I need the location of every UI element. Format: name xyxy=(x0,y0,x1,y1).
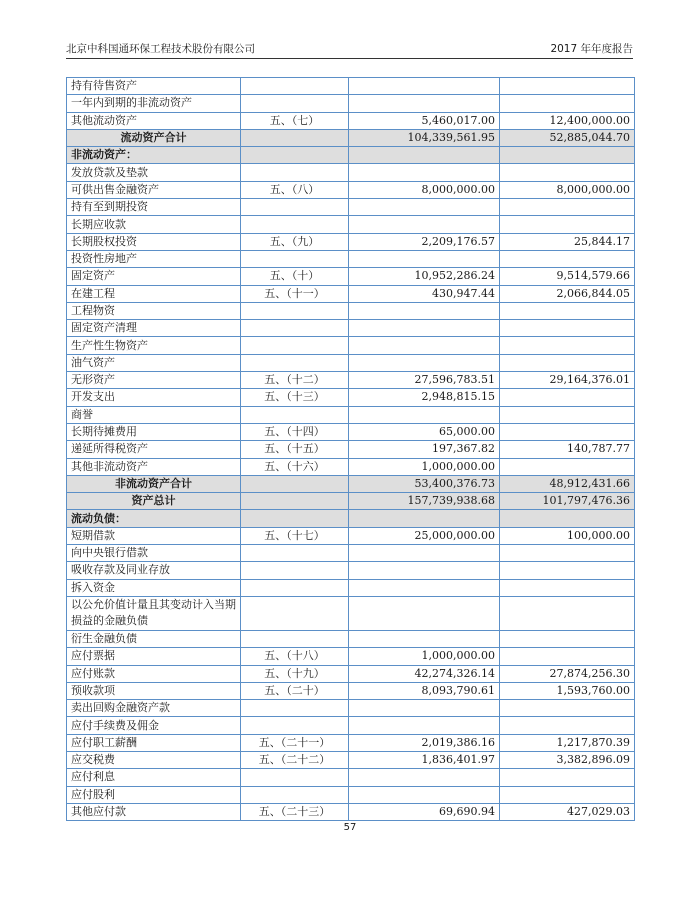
row-label: 应付职工薪酬 xyxy=(67,734,241,751)
table-row xyxy=(67,147,635,164)
row-label: 流动资产合计 xyxy=(67,129,241,146)
row-current-amount: 8,093,790.61 xyxy=(349,682,500,699)
row-previous-amount xyxy=(500,164,635,181)
row-label: 非流动资产： xyxy=(67,147,241,164)
row-previous-amount xyxy=(500,579,635,596)
row-label: 应付账款 xyxy=(67,665,241,682)
row-label: 无形资产 xyxy=(67,372,241,389)
row-label: 卖出回购金融资产款 xyxy=(67,700,241,717)
row-note: 五、（十五） xyxy=(241,441,349,458)
table-row xyxy=(67,95,635,112)
row-current-amount xyxy=(349,354,500,371)
row-current-amount: 1,836,401.97 xyxy=(349,751,500,768)
row-previous-amount xyxy=(500,630,635,647)
table-row xyxy=(67,389,635,406)
table-row xyxy=(67,216,635,233)
row-previous-amount xyxy=(500,302,635,319)
row-current-amount xyxy=(349,786,500,803)
row-current-amount xyxy=(349,337,500,354)
row-note xyxy=(241,545,349,562)
row-label: 其他应付款 xyxy=(67,803,241,820)
row-previous-amount xyxy=(500,458,635,475)
row-note xyxy=(241,769,349,786)
row-current-amount: 1,000,000.00 xyxy=(349,458,500,475)
row-previous-amount xyxy=(500,700,635,717)
row-note xyxy=(241,475,349,492)
table-row xyxy=(67,129,635,146)
row-current-amount: 5,460,017.00 xyxy=(349,112,500,129)
row-label: 持有待售资产 xyxy=(67,78,241,95)
row-current-amount xyxy=(349,769,500,786)
row-label: 向中央银行借款 xyxy=(67,545,241,562)
table-row xyxy=(67,233,635,250)
row-current-amount xyxy=(349,545,500,562)
row-note: 五、（十九） xyxy=(241,665,349,682)
row-note: 五、（二十三） xyxy=(241,803,349,820)
row-current-amount: 65,000.00 xyxy=(349,423,500,440)
row-note: 五、（十一） xyxy=(241,285,349,302)
table-row xyxy=(67,648,635,665)
table-row xyxy=(67,545,635,562)
row-note: 五、（九） xyxy=(241,233,349,250)
row-note: 五、（十四） xyxy=(241,423,349,440)
row-label: 其他非流动资产 xyxy=(67,458,241,475)
row-note xyxy=(241,596,349,630)
row-note xyxy=(241,493,349,510)
row-note: 五、（八） xyxy=(241,181,349,198)
table-row xyxy=(67,458,635,475)
row-current-amount: 10,952,286.24 xyxy=(349,268,500,285)
row-note xyxy=(241,579,349,596)
table-row xyxy=(67,630,635,647)
row-previous-amount xyxy=(500,354,635,371)
table-row xyxy=(67,268,635,285)
table-row xyxy=(67,734,635,751)
row-current-amount: 157,739,938.68 xyxy=(349,493,500,510)
row-label: 应付利息 xyxy=(67,769,241,786)
row-note xyxy=(241,320,349,337)
row-previous-amount: 9,514,579.66 xyxy=(500,268,635,285)
row-note xyxy=(241,510,349,527)
table-row xyxy=(67,441,635,458)
row-current-amount: 104,339,561.95 xyxy=(349,129,500,146)
row-previous-amount: 52,885,044.70 xyxy=(500,129,635,146)
row-current-amount: 25,000,000.00 xyxy=(349,527,500,544)
row-previous-amount: 29,164,376.01 xyxy=(500,372,635,389)
row-label: 固定资产 xyxy=(67,268,241,285)
row-current-amount xyxy=(349,700,500,717)
row-previous-amount: 12,400,000.00 xyxy=(500,112,635,129)
table-row xyxy=(67,717,635,734)
row-current-amount xyxy=(349,562,500,579)
row-label: 长期待摊费用 xyxy=(67,423,241,440)
row-previous-amount xyxy=(500,510,635,527)
table-row xyxy=(67,337,635,354)
row-note xyxy=(241,164,349,181)
row-current-amount: 53,400,376.73 xyxy=(349,475,500,492)
row-note xyxy=(241,250,349,267)
row-current-amount xyxy=(349,510,500,527)
row-current-amount xyxy=(349,199,500,216)
row-current-amount: 2,209,176.57 xyxy=(349,233,500,250)
row-previous-amount xyxy=(500,562,635,579)
row-label: 应付股利 xyxy=(67,786,241,803)
page-header xyxy=(66,38,633,59)
row-previous-amount xyxy=(500,406,635,423)
row-note xyxy=(241,199,349,216)
row-label: 应交税费 xyxy=(67,751,241,768)
row-note: 五、（十六） xyxy=(241,458,349,475)
table-row xyxy=(67,354,635,371)
row-previous-amount: 1,217,870.39 xyxy=(500,734,635,751)
row-current-amount xyxy=(349,302,500,319)
row-previous-amount xyxy=(500,545,635,562)
row-note: 五、（二十） xyxy=(241,682,349,699)
row-previous-amount xyxy=(500,250,635,267)
row-note xyxy=(241,78,349,95)
table-row xyxy=(67,423,635,440)
row-current-amount xyxy=(349,630,500,647)
row-note xyxy=(241,562,349,579)
row-current-amount: 42,274,326.14 xyxy=(349,665,500,682)
row-previous-amount: 101,797,476.36 xyxy=(500,493,635,510)
table-row xyxy=(67,372,635,389)
row-previous-amount: 8,000,000.00 xyxy=(500,181,635,198)
row-previous-amount xyxy=(500,199,635,216)
row-label: 油气资产 xyxy=(67,354,241,371)
row-previous-amount: 27,874,256.30 xyxy=(500,665,635,682)
row-current-amount xyxy=(349,320,500,337)
row-current-amount: 2,948,815.15 xyxy=(349,389,500,406)
table-row xyxy=(67,786,635,803)
row-label: 发放贷款及垫款 xyxy=(67,164,241,181)
row-current-amount xyxy=(349,95,500,112)
table-row xyxy=(67,181,635,198)
row-current-amount xyxy=(349,250,500,267)
row-current-amount: 8,000,000.00 xyxy=(349,181,500,198)
table-row xyxy=(67,510,635,527)
table-row xyxy=(67,493,635,510)
row-note: 五、（十三） xyxy=(241,389,349,406)
row-previous-amount xyxy=(500,423,635,440)
row-label: 应付票据 xyxy=(67,648,241,665)
row-label: 非流动资产合计 xyxy=(67,475,241,492)
table-row xyxy=(67,579,635,596)
table-row xyxy=(67,682,635,699)
row-previous-amount xyxy=(500,320,635,337)
row-note xyxy=(241,95,349,112)
row-current-amount xyxy=(349,78,500,95)
table-row xyxy=(67,769,635,786)
row-note xyxy=(241,406,349,423)
table-row xyxy=(67,78,635,95)
row-label: 拆入资金 xyxy=(67,579,241,596)
row-label: 商誉 xyxy=(67,406,241,423)
row-note: 五、（二十一） xyxy=(241,734,349,751)
row-current-amount xyxy=(349,164,500,181)
row-note xyxy=(241,129,349,146)
company-name: 北京中科国通环保工程技术股份有限公司 xyxy=(66,43,255,55)
balance-sheet-table xyxy=(66,77,635,821)
table-row xyxy=(67,320,635,337)
row-note xyxy=(241,337,349,354)
row-previous-amount xyxy=(500,95,635,112)
table-row xyxy=(67,250,635,267)
row-previous-amount xyxy=(500,769,635,786)
row-note xyxy=(241,302,349,319)
row-previous-amount: 140,787.77 xyxy=(500,441,635,458)
row-current-amount xyxy=(349,717,500,734)
row-note xyxy=(241,147,349,164)
row-current-amount xyxy=(349,596,500,630)
row-previous-amount xyxy=(500,648,635,665)
row-label: 生产性生物资产 xyxy=(67,337,241,354)
row-previous-amount xyxy=(500,717,635,734)
table-row xyxy=(67,803,635,820)
row-label: 工程物资 xyxy=(67,302,241,319)
table-row xyxy=(67,112,635,129)
row-note: 五、（十） xyxy=(241,268,349,285)
table-row xyxy=(67,562,635,579)
table-row xyxy=(67,700,635,717)
row-note xyxy=(241,700,349,717)
table-row xyxy=(67,596,635,630)
row-previous-amount xyxy=(500,78,635,95)
table-row xyxy=(67,302,635,319)
row-note: 五、（十二） xyxy=(241,372,349,389)
row-label: 在建工程 xyxy=(67,285,241,302)
table-row xyxy=(67,285,635,302)
row-label: 流动负债： xyxy=(67,510,241,527)
row-previous-amount xyxy=(500,596,635,630)
row-previous-amount: 100,000.00 xyxy=(500,527,635,544)
table-row xyxy=(67,751,635,768)
row-current-amount xyxy=(349,406,500,423)
row-label: 应付手续费及佣金 xyxy=(67,717,241,734)
row-previous-amount xyxy=(500,786,635,803)
row-label: 短期借款 xyxy=(67,527,241,544)
row-label: 一年内到期的非流动资产 xyxy=(67,95,241,112)
row-previous-amount: 3,382,896.09 xyxy=(500,751,635,768)
row-note xyxy=(241,630,349,647)
row-previous-amount: 2,066,844.05 xyxy=(500,285,635,302)
row-previous-amount xyxy=(500,216,635,233)
row-current-amount: 27,596,783.51 xyxy=(349,372,500,389)
row-previous-amount xyxy=(500,337,635,354)
row-current-amount: 2,019,386.16 xyxy=(349,734,500,751)
table-row xyxy=(67,475,635,492)
row-note: 五、（十八） xyxy=(241,648,349,665)
row-label: 其他流动资产 xyxy=(67,112,241,129)
table-row xyxy=(67,527,635,544)
row-current-amount xyxy=(349,216,500,233)
row-previous-amount xyxy=(500,389,635,406)
table-row xyxy=(67,164,635,181)
row-note: 五、（七） xyxy=(241,112,349,129)
row-label: 长期应收款 xyxy=(67,216,241,233)
row-label: 持有至到期投资 xyxy=(67,199,241,216)
row-label: 长期股权投资 xyxy=(67,233,241,250)
row-label: 投资性房地产 xyxy=(67,250,241,267)
row-previous-amount: 427,029.03 xyxy=(500,803,635,820)
row-note: 五、（十七） xyxy=(241,527,349,544)
row-label: 可供出售金融资产 xyxy=(67,181,241,198)
row-label: 以公允价值计量且其变动计入当期损益的金融负债 xyxy=(67,596,241,630)
table-row xyxy=(67,665,635,682)
row-note xyxy=(241,786,349,803)
row-previous-amount xyxy=(500,147,635,164)
row-current-amount xyxy=(349,579,500,596)
row-note xyxy=(241,216,349,233)
row-note xyxy=(241,354,349,371)
row-label: 开发支出 xyxy=(67,389,241,406)
row-current-amount: 1,000,000.00 xyxy=(349,648,500,665)
row-label: 预收款项 xyxy=(67,682,241,699)
row-previous-amount: 48,912,431.66 xyxy=(500,475,635,492)
row-label: 递延所得税资产 xyxy=(67,441,241,458)
row-note: 五、（二十二） xyxy=(241,751,349,768)
row-current-amount: 197,367.82 xyxy=(349,441,500,458)
row-current-amount xyxy=(349,147,500,164)
table-row xyxy=(67,199,635,216)
row-label: 衍生金融负债 xyxy=(67,630,241,647)
page-number: 57 xyxy=(343,822,357,833)
table-row xyxy=(67,406,635,423)
row-label: 资产总计 xyxy=(67,493,241,510)
row-label: 固定资产清理 xyxy=(67,320,241,337)
row-previous-amount: 25,844.17 xyxy=(500,233,635,250)
row-label: 吸收存款及同业存放 xyxy=(67,562,241,579)
row-note xyxy=(241,717,349,734)
row-previous-amount: 1,593,760.00 xyxy=(500,682,635,699)
row-current-amount: 69,690.94 xyxy=(349,803,500,820)
row-current-amount: 430,947.44 xyxy=(349,285,500,302)
report-title: 2017 年年度报告 xyxy=(550,43,633,55)
